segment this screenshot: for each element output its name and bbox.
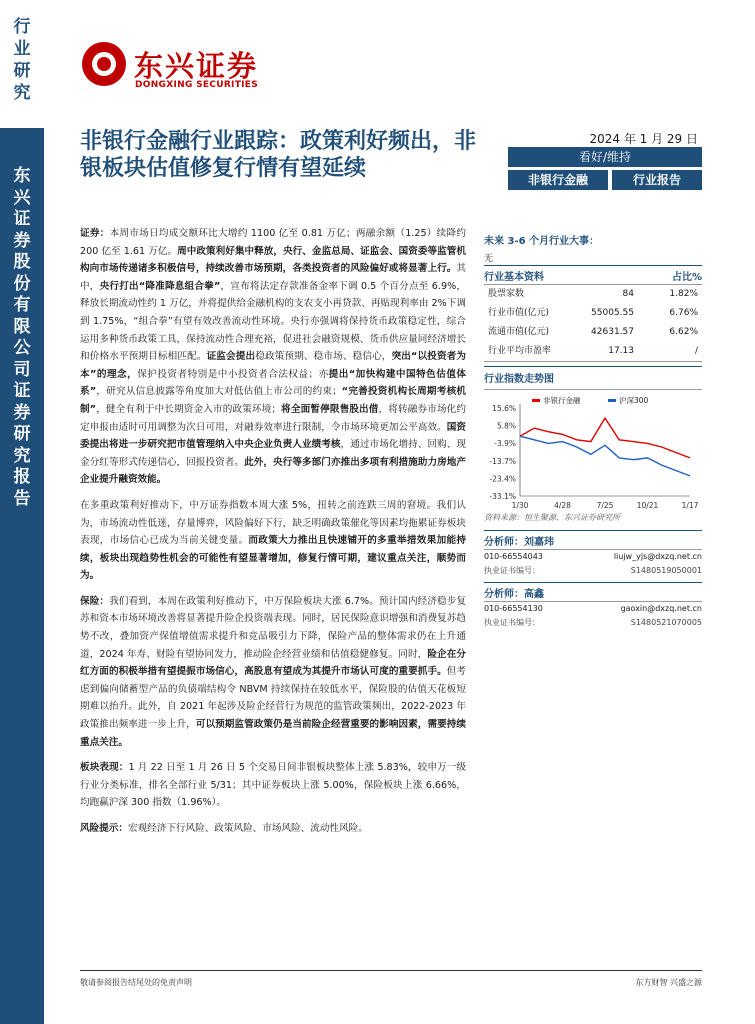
text-run: 将全面暂停限售股出借 <box>281 403 379 415</box>
footer-divider <box>80 970 702 971</box>
basic-data-row <box>484 342 702 361</box>
report-title: 非银行金融行业跟踪：政策利好频出，非银板块估值修复行情有望延续 <box>80 129 477 181</box>
events-section <box>484 232 702 264</box>
basic-data-row <box>484 323 702 342</box>
text-run: 可以预期监管政策仍是当前险企经营重要的影响因素，需要持续重点关注。 <box>80 719 467 748</box>
analyst-email[interactable]: gaoxin@dxzq.net.cn <box>620 604 702 613</box>
analysts-section <box>484 530 702 630</box>
y-tick-label: 15.6% <box>492 404 516 413</box>
basic-data-cell: 17.13 <box>608 346 634 356</box>
text-run: 周中政策利好集中释放，央行、金监总局、证监会、国资委等监管机构向市场传递诸多积极信号，持续改善市场预期，各类投资者的风险偏好或将显著上行。 <box>80 245 466 275</box>
basic-data-cell: 6.62% <box>669 327 698 337</box>
basic-data-title: 行业基本资料 <box>484 272 544 283</box>
basic-data-row <box>484 285 702 304</box>
legend-swatch <box>532 399 540 402</box>
paragraph-securities-view <box>80 497 466 585</box>
basic-data-pct-head: 占比% <box>671 272 702 283</box>
text-run: 证券： <box>80 228 110 239</box>
paragraph-securities <box>80 225 466 489</box>
text-run: 宏观经济下行风险、政策风险、市场风险、流动性风险。 <box>127 823 368 834</box>
basic-data-cell: 84 <box>622 289 634 299</box>
text-run: 而政策大力推出且快速铺开的多重举措效果加能持续，板块出现趋势性机会的可能性有望显著增加，修复行情可期，建议重点关注，顺势而为。 <box>80 535 467 582</box>
series-line <box>520 418 690 458</box>
text-run: ，研究从信息披露等角度加大对低估值上市公司的约束； <box>96 386 342 398</box>
x-tick-label: 1/17 <box>681 501 699 510</box>
side-category-label: 行 业 研 究 <box>13 17 31 103</box>
chart-section <box>484 366 702 390</box>
y-tick-label: 5.8% <box>496 421 516 431</box>
y-tick-label: -13.7% <box>489 456 516 466</box>
analyst-name: 分析师：刘嘉玮 <box>484 537 554 548</box>
text-run: 央行打出“降准降息组合拳” <box>99 280 221 292</box>
basic-data-cell: 1.82% <box>669 289 698 299</box>
side-band-top <box>0 0 44 128</box>
basic-data-cell: / <box>694 346 698 356</box>
basic-data-cell: 6.76% <box>669 308 698 318</box>
main-text-column <box>80 225 466 846</box>
text-run: ，将转融券市场化约定申报由适时可用调整为次日可用，对融券效率进行限制，令市场环境更加公平高效。 <box>80 403 467 433</box>
rating-badge: 看好/维持 <box>508 147 702 167</box>
chart-source: 资料来源：恒生聚源、东兴证券研究所 <box>484 513 620 522</box>
text-run: ，健全有利于中长期资金入市的政策环境； <box>96 403 282 415</box>
chart-title: 行业指数走势图 <box>484 374 554 385</box>
basic-data-section <box>484 265 702 362</box>
analyst-cert-number: S1480521070005 <box>630 618 702 627</box>
brand-logo-icon <box>82 42 126 86</box>
text-run: ，通过市场化增持、回购、现金分红等形式传递信心，回报投资者。 <box>80 439 467 468</box>
side-company-label: 东 兴 证 券 股 份 有 限 公 司 证 券 研 究 报 告 <box>13 166 31 509</box>
text-run: 稳政策预期、稳市场、稳信心， <box>255 351 392 363</box>
y-tick-label: -33.1% <box>489 492 516 501</box>
analyst-block <box>484 582 702 630</box>
text-run: 风险提示： <box>80 823 128 834</box>
brand-name-en: DONGXING SECURITIES <box>135 80 259 90</box>
footer-slogan: 东方财智 兴盛之源 <box>635 978 702 987</box>
text-run: 此外，央行等多部门亦推出多项有利措施助力房地产企业提升融资效能。 <box>80 456 467 486</box>
text-run: “完善投资机构长周期考核机制” <box>80 386 466 415</box>
brand-name-cn: 东兴证券 <box>134 49 259 83</box>
analyst-block <box>484 530 702 578</box>
x-tick-label: 7/25 <box>596 501 614 510</box>
analyst-cert-label: 执业证书编号： <box>484 566 540 575</box>
analyst-phone: 010-66554043 <box>484 552 543 561</box>
events-title: 未来 3-6 个月行业大事： <box>484 236 600 247</box>
x-tick-label: 1/30 <box>511 501 529 510</box>
legend-swatch <box>608 399 616 402</box>
basic-data-cell: 42631.57 <box>591 327 634 337</box>
industry-index-chart <box>484 392 702 522</box>
analyst-cert-label: 执业证书编号： <box>484 618 540 627</box>
legend-label: 沪深300 <box>619 396 649 405</box>
text-run: 我们看到，本周在政策利好推动下，中万保险板块大涨 6.7%。预计国内经济稳步复苏和资本市场环境改善将显著提升险企投资端表现。同时，居民保险意识增强和消费复苏趋势不改，叠加资产保值增值需求提升和竞品吸引力下降，保险产品的整体需求仍在上升通道，2024 年寿、财险有望协同发力，推动险企经营业绩和估值稳健修复。同时， <box>80 595 467 660</box>
basic-data-cell: 股票家数 <box>488 289 525 299</box>
text-run: 国资委提出将进一步研究把市值管理纳入中央企业负责人业绩考核 <box>80 421 467 451</box>
chart-source-section <box>484 512 702 523</box>
analyst-cert-row <box>484 616 702 630</box>
basic-data-cell: 55005.55 <box>591 308 634 318</box>
analyst-phone: 010-66554130 <box>484 604 543 613</box>
text-run: 提出“加快构建中国特色估值体系” <box>80 368 466 398</box>
text-run: 但考虑到偏向储蓄型产品的负债端结构令 NBVM 持续保持在较低水平，保险股的估值天花板短期难以抬升。此外，自 2021 年起涉及险企经营行为规范的监管政策频出，2022-2023 年政策推出频率进一步上升， <box>80 666 467 731</box>
paragraph-risk <box>80 820 466 838</box>
x-tick-label: 10/21 <box>636 501 659 510</box>
x-tick-label: 4/28 <box>554 501 571 510</box>
text-run: 1 月 22 日至 1 月 26 日 5 个交易日间非银板块整体上涨 5.83%，较申万一级行业分类标准，排名全部行业 5/31；其中证券板块上涨 5.00%，保险板块上涨 6.66%，均跑赢沪深 300 指数（1.96%）。 <box>80 762 467 809</box>
sector-tag: 非银行金融 <box>508 170 608 190</box>
events-value: 无 <box>484 254 494 264</box>
report-type-tag: 行业报告 <box>612 170 702 190</box>
analyst-contact-row <box>484 602 702 616</box>
text-run: 保护投资者特别是中小投资者合法权益；亦 <box>137 368 329 380</box>
basic-data-row <box>484 304 702 323</box>
legend-label: 非银行金融 <box>543 396 581 405</box>
basic-data-cell: 流通市值(亿元) <box>488 327 550 337</box>
basic-data-cell: 行业平均市盈率 <box>488 346 552 356</box>
text-run: 其中， <box>80 263 466 292</box>
basic-data-table <box>484 285 702 361</box>
paragraph-sector-performance <box>80 759 466 812</box>
basic-data-cell: 行业市值(亿元) <box>488 308 550 318</box>
text-run: 突出“以投资者为本”的理念， <box>80 351 467 380</box>
text-run: ，宣布将法定存款准备金率下调 0.5 个百分点至 6.9%，释放长期流动性约 1 万亿，并将提供给金融机构的支农支小再贷款、再贴现利率由 2%下调到 1.75%，“组合拳”有望有效改善流动性环境。央行亦强调将保持货币政策稳定性，综合运用多种货币政策工具，保持流动性合理充裕，促进社会融资规模、货币供应量同经济增长和价格水平预期目标相匹配。 <box>80 280 466 363</box>
analyst-contact-row <box>484 550 702 564</box>
report-date: 2024 年 1 月 29 日 <box>589 132 698 146</box>
analyst-cert-number: S1480519050001 <box>630 566 702 575</box>
y-tick-label: -3.9% <box>494 439 516 449</box>
text-run: 本周市场日均成交额环比大增约 1100 亿至 0.81 万亿；两融余额（1.25）续降约 200 亿至 1.61 万亿。 <box>80 228 466 257</box>
text-run: 在多重政策利好推动下，中万证券指数本周大涨 5%，扭转之前连跌三周的窘境。我们认为，市场流动性低迷，存量博弈，风险偏好下行，缺乏明确政策催化等因素均拖累证券板块表现，市场信心已成为当前关键变量。 <box>80 499 466 547</box>
footer-disclaimer: 敬请参阅报告结尾处的免责声明 <box>80 978 192 987</box>
text-run: 证监会提出 <box>206 351 256 363</box>
y-tick-label: -23.4% <box>489 474 516 484</box>
analyst-name: 分析师：高鑫 <box>484 589 544 600</box>
text-run: 险企在分红方面的积极举措有望提振市场信心，高股息有望成为其提升市场认可度的重要抓手。 <box>80 648 467 678</box>
text-run: 板块表现： <box>80 762 129 774</box>
series-line <box>520 436 690 476</box>
text-run: 保险： <box>80 595 110 607</box>
paragraph-insurance <box>80 593 466 751</box>
analyst-cert-row <box>484 564 702 578</box>
analyst-email[interactable]: liujw_yjs@dxzq.net.cn <box>613 552 702 561</box>
side-band-bottom <box>0 128 44 1024</box>
